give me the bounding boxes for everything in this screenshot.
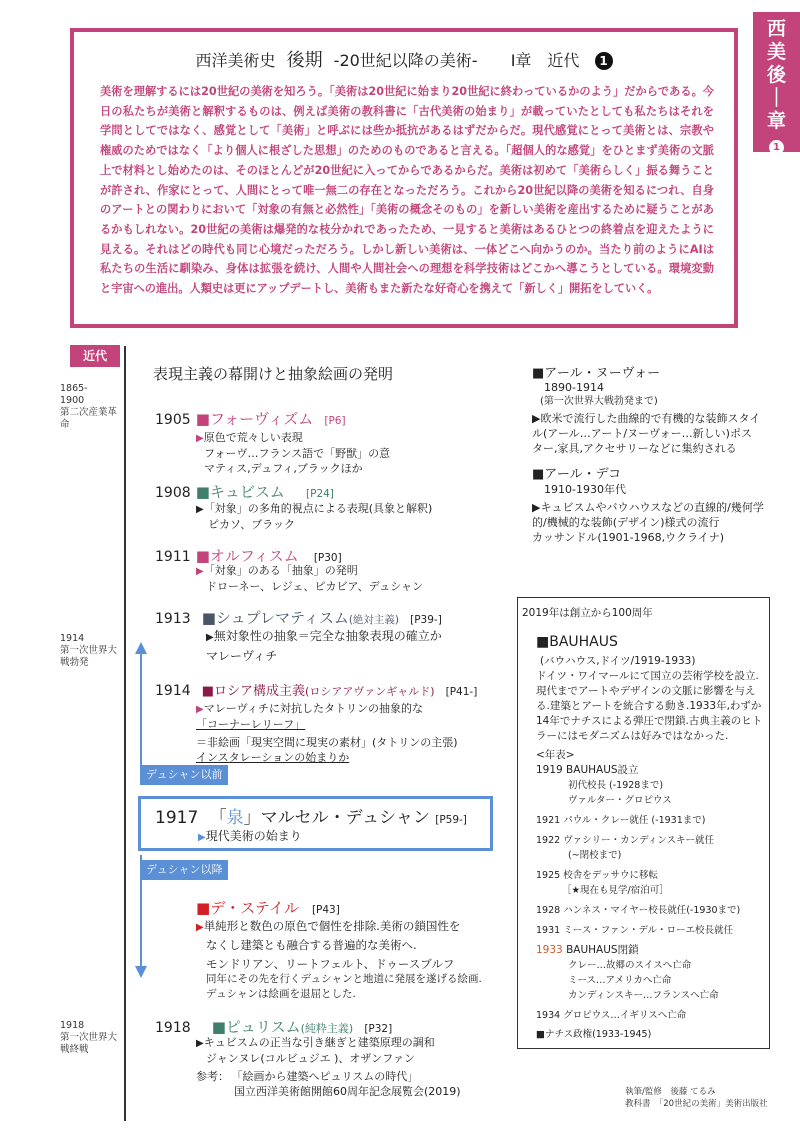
entry-1913-desc: ▶無対象性の抽象＝完全な抽象表現の確立か マレーヴィチ [206, 629, 442, 663]
side-tab-char: ｜ [766, 87, 786, 109]
art-nouveau: ■アール・ヌーヴォー 1890-1914 (第一次世界大戦勃発まで) ▶欧米で流行した曲線的で有機的な装飾スタイ ル(アール…アート/ヌーヴォー…新しい)ポス ター,家具,アクセサリーなどに集約される [532, 366, 761, 455]
credit: 執筆/監修 後藤 てるみ 教科書 「20世紀の美術」美術出版社 [625, 1087, 768, 1109]
entry-1905: 1905 ■フォーヴィズム [P6] [155, 410, 346, 428]
triangle-icon: ▶ [196, 922, 204, 933]
side-tab-number: 1 [769, 140, 784, 155]
entry-destijl: ■デ・ステイル [P43] [196, 899, 340, 917]
intro-text: 美術を理解するには20世紀の美術を知ろう。「美術は20世紀に始まり20世紀に終わっているかのよう」だからである。今日の私たちが美術と解釈するものは、例えば美術の教科書に「古代美術の始まり」が載っていたとしても私たちはそれを学問としてではなく、感覚として「美術」と呼ぶには些か抵抗があるはずだからだ。現代感覚にとって美術とは、宗教や権威のためではなく「より個人に根ざした思想」のためのものであると言える。「超個人的な感覚」をひとまず美術の文脈上で材料とし始めたのは、そのほとんどが20世紀に入ってからであるからだ。美術は初めて「美術らしく」振る舞うことが許され、作家にとって、人間にとって唯一無二の存在となっただろう。これから20世紀以降の美術を知るにつれ、自身のアートとの関わりにおいて「対象の有無と必然性」「美術の概念そのもの」を新しい美術を産出するために疑うことがあるかもしれない。20世紀の美術は爆発的な枝分かれであったため、一見すると美術はあるひとつの終着点を迎えたように見える。それはどの時代も同じ心境だっただろう。しかし新しい美術は、一体どこへ向かうのか。当たり前のようにAIは私たちの生活に馴染み、身体は拡張を続け、人間や人間社会への理想を科学技術はどこかへ導こうとしている。環境変動と宇宙への進出。人類史は更にアップデートし、美術もまた新たな好奇心を携えて「新しく」開拓をしていく。 [100, 85, 714, 296]
chapter-number-badge: 1 [595, 52, 613, 70]
period-note: 1918 第一次世界大 戦終戦 [60, 1020, 118, 1055]
entry-1914: 1914 ■ロシア構成主義(ロシアアヴァンギャルド) [P41-] [155, 683, 478, 699]
arrow-up-icon [135, 642, 147, 654]
duchamp-after-label: デュシャン以降 [140, 860, 228, 880]
side-tab-char: 西 [766, 18, 786, 40]
nazi-note: ■ナチス政権(1933-1945) [536, 1029, 652, 1040]
entry-1911-desc: ▶「対象」のある「抽象」の発明 ドローネー、レジェ、ピカビア、デュシャン [196, 564, 424, 593]
triangle-icon: ▶ [196, 504, 204, 515]
timeline-line [124, 346, 126, 1121]
entry-1917-box: 1917 「泉」マルセル・デュシャン [P59-] ▶現代美術の始まり [138, 796, 493, 851]
entry-destijl-desc: ▶単純形と数色の原色で個性を排除.美術の鎖国性を なくし建築とも融合する普遍的な美術へ. モンドリアン、リートフェルト、ドゥースブルフ [196, 919, 461, 971]
bauhaus-box [517, 597, 770, 1049]
triangle-icon: ▶ [206, 632, 214, 643]
entry-1905-desc: ▶原色で荒々しい表現 フォーヴ…フランス語で「野獣」の意 マティス,デュフィ,ブラックほか [196, 431, 391, 475]
entry-destijl-note: 同年にその先を行くデュシャンと地道に発展を遂げる絵画. デュシャンは絵画を退屈とした. [206, 973, 482, 1000]
period-note: 1914 第一次世界大 戦勃発 [60, 633, 118, 668]
bauhaus-title: ■BAUHAUS [536, 634, 618, 650]
period-note: 1865- 1900 第二次産業革 命 [60, 383, 118, 430]
art-deco: ■アール・デコ 1910-1930年代 ▶キュビスムやバウハウスなどの直線的/幾何学 的/機械的な装飾(デザイン)様式の流行 カッサンドル(1901-1968,ウクライナ) [532, 467, 764, 544]
era-label: 近代 [70, 345, 120, 367]
section-heading: 表現主義の幕開けと抽象絵画の発明 [153, 365, 394, 383]
arrow-down-icon [135, 966, 147, 978]
entry-1913: 1913 ■シュプレマティスム(絶対主義) [P39-] [155, 609, 442, 627]
side-tab-char: 後 [766, 64, 786, 86]
title-main: 後期 [286, 50, 323, 71]
entry-1918: 1918 ■ピュリスム(純粋主義) [P32] [155, 1018, 393, 1036]
triangle-icon: ▶ [196, 704, 204, 715]
title-prefix: 西洋美術史 [195, 51, 276, 70]
chapter: Ⅰ章 近代 [510, 51, 580, 70]
bauhaus-timeline: <年表> 1919 BAUHAUS設立 初代校長 (-1928まで) ヴァルター・グロピウス 1921 パウル・クレー就任 (-1931まで) 1922 ヴァシリー・カンディンスキー就任 (~閉校まで) 1925 校舎をデッサウに移転 ［★現在も見学/宿泊可］ 1928 ハンネス・マイヤー校長就任(-1930まで) 1931 ミース・ファン・デル・ローエ校長就任 1933 BAUHAUS閉鎖 クレー…故郷のスイスへ亡命 ミース…アメリカへ亡命 カンディンスキー…フランスへ亡命 1934 グロピウス…イギリスへ亡命 [536, 749, 741, 1021]
intro-box [70, 28, 738, 328]
entry-1908-desc: ▶「対象」の多角的視点による表現(具象と解釈) ピカソ、ブラック [196, 502, 433, 531]
triangle-icon: ▶ [196, 566, 204, 577]
side-tab-char: 章 [766, 110, 786, 132]
side-tab-char: 美 [766, 41, 786, 63]
triangle-icon: ▶ [196, 433, 204, 444]
entry-1917: 1917 「泉」マルセル・デュシャン [P59-] [155, 808, 467, 828]
entry-1911: 1911 ■オルフィスム [P30] [155, 547, 342, 565]
entry-1908: 1908 ■キュビスム [P24] [155, 483, 334, 501]
bauhaus-desc: (バウハウス,ドイツ/1919-1933) ドイツ・ワイマールにて国立の芸術学校を設立. 現代までアートやデザインの文脈に影響を与え る.建築とアートを統合する動き.1933年,わずか 14年でナチスによる弾圧で閉鎖.古典主義のヒト ラーにはモダニズムは好みではなかった. [536, 655, 763, 742]
title-sub: -20世紀以降の美術- [333, 51, 478, 70]
entry-1918-desc: ▶キュビスムの正当な引き継ぎと建築原理の調和 ジャンヌレ(コルビュジエ )、オザンファン 参考： 「絵画から建築へピュリスムの時代」 国立西洋美術館開館60周年記念展覧会(2019) [196, 1036, 461, 1098]
entry-1914-desc: ▶マレーヴィチに対抗したタトリンの抽象的な 「コーナーレリーフ」 ＝非絵画「現実空間に現実の素材」(タトリンの主張) インスタレーションの始まりか [196, 702, 458, 764]
bauhaus-anniversary: 2019年は創立から100周年 [522, 607, 653, 619]
triangle-icon: ▶ [196, 1038, 204, 1049]
side-tab [753, 12, 800, 152]
duchamp-before-label: デュシャン以前 [140, 765, 228, 785]
page-title [74, 46, 734, 72]
triangle-icon: ▶ [198, 832, 206, 843]
